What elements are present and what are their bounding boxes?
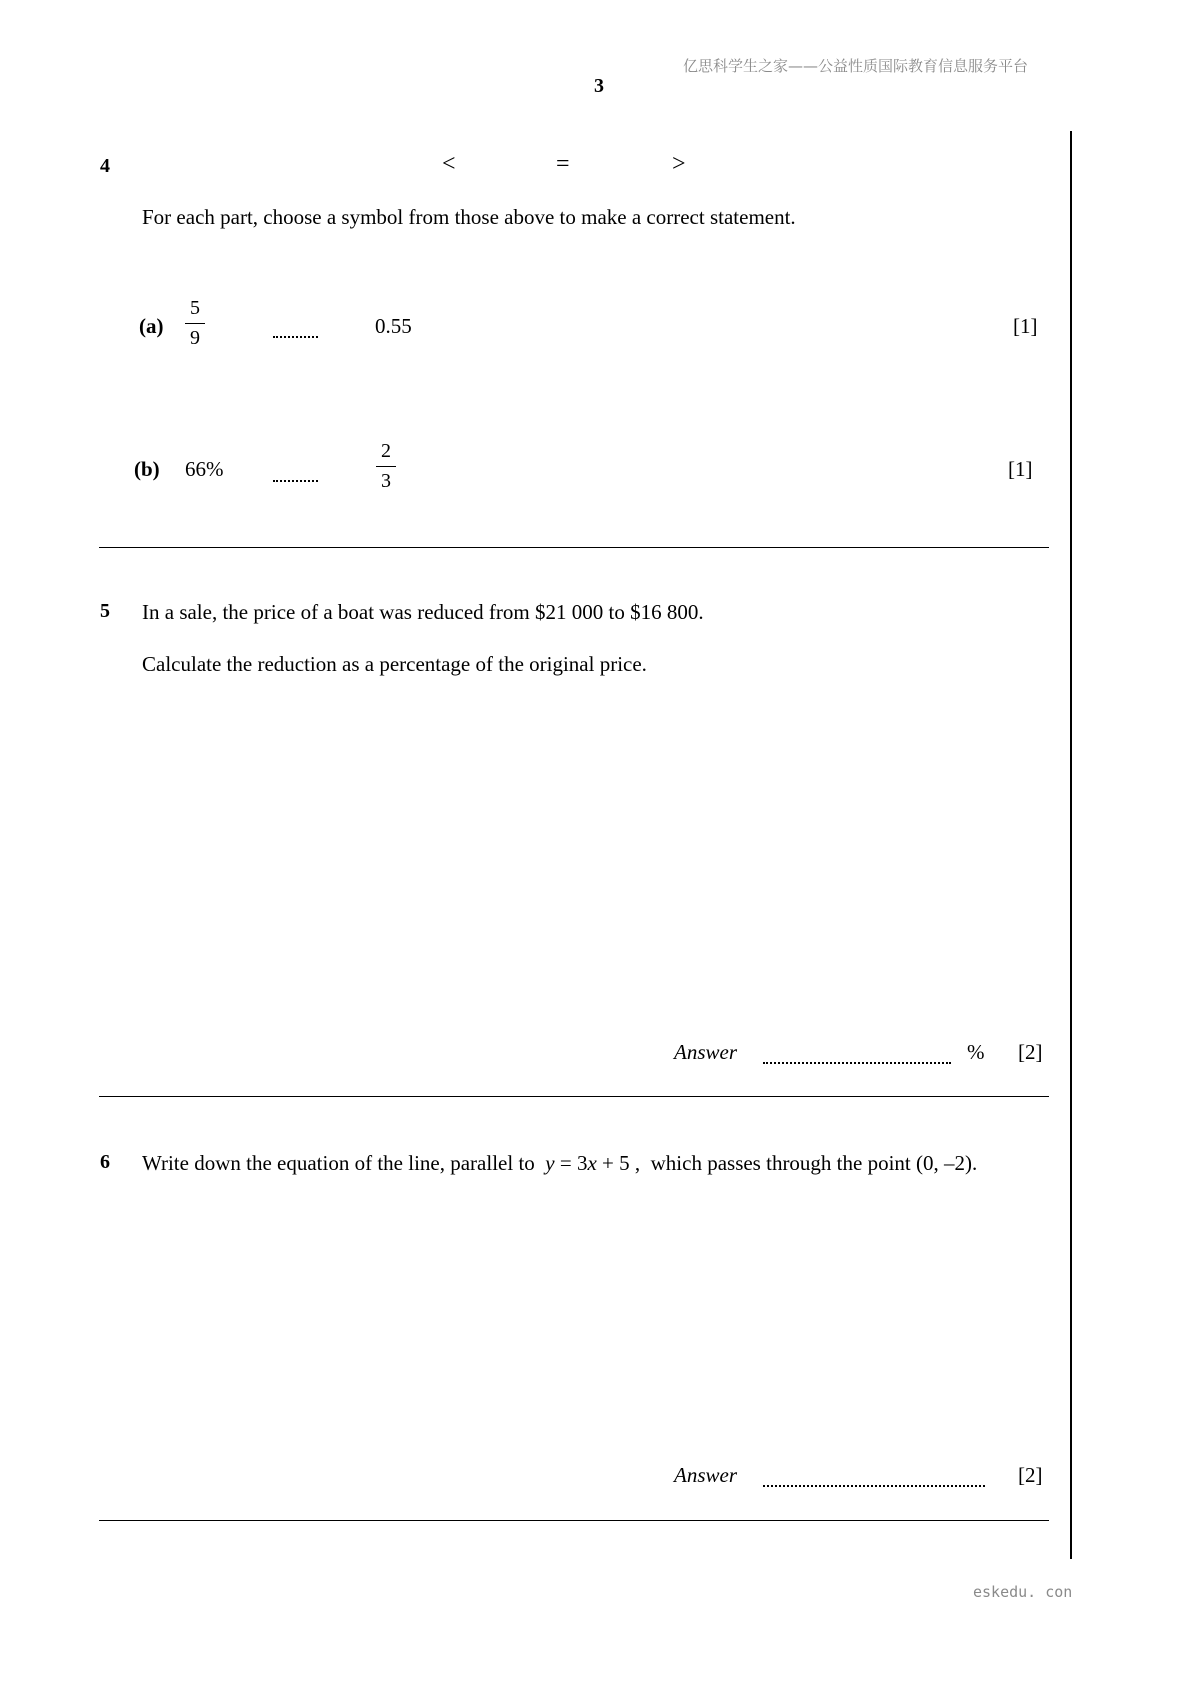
page-number: 3 [594,75,604,97]
fraction-numerator: 2 [381,440,391,462]
part-b-marks: [1] [1008,457,1033,481]
part-a-right-value: 0.55 [375,314,412,338]
question-4-instruction: For each part, choose a symbol from those above to make a correct statement. [142,205,796,229]
question-5-marks: [2] [1018,1040,1043,1064]
margin-rule [1070,131,1072,1559]
fraction-numerator: 5 [190,297,200,319]
equation-y: y [545,1151,555,1175]
part-b-label: (b) [134,457,160,481]
fraction-two-thirds [376,440,396,492]
answer-unit-q5: % [967,1040,985,1064]
answer-blank-4a[interactable] [273,335,318,338]
fraction-bar [376,466,396,467]
symbol-equals: = [556,151,570,177]
symbol-less-than: < [442,151,456,177]
part-a-label: (a) [139,314,164,338]
answer-blank-4b[interactable] [273,479,318,482]
question-6-number: 6 [100,1151,110,1173]
question-5-number: 5 [100,600,110,622]
symbol-greater-than: > [672,151,686,177]
fraction-denominator: 3 [381,470,391,492]
equation-end: + 5 , [596,1151,641,1175]
question-separator [99,547,1049,548]
question-6-text-pre: Write down the equation of the line, parallel to [142,1151,535,1175]
answer-label-q6: Answer [674,1463,737,1487]
equation-mid: = 3 [554,1151,588,1175]
question-6-text-post: which passes through the point (0, –2). [650,1151,978,1175]
question-5-line1: In a sale, the price of a boat was reduced from $21 000 to $16 800. [142,600,704,624]
answer-blank-q5[interactable] [763,1061,951,1064]
watermark-text: 亿思科学生之家——公益性质国际教育信息服务平台 [683,57,1029,75]
question-separator [99,1096,1049,1097]
fraction-denominator: 9 [190,327,200,349]
fraction-five-ninths [185,297,205,349]
question-4-number: 4 [100,155,110,177]
part-a-marks: [1] [1013,314,1038,338]
equation-x: x [587,1151,597,1175]
question-6-marks: [2] [1018,1463,1043,1487]
fraction-bar [185,323,205,324]
question-5-line2: Calculate the reduction as a percentage of the original price. [142,652,647,676]
question-6-text [142,1151,977,1176]
answer-label-q5: Answer [674,1040,737,1064]
answer-blank-q6[interactable] [763,1484,985,1487]
footer-text: eskedu. con [973,1583,1073,1601]
question-separator [99,1520,1049,1521]
part-b-left-value: 66% [185,457,224,481]
